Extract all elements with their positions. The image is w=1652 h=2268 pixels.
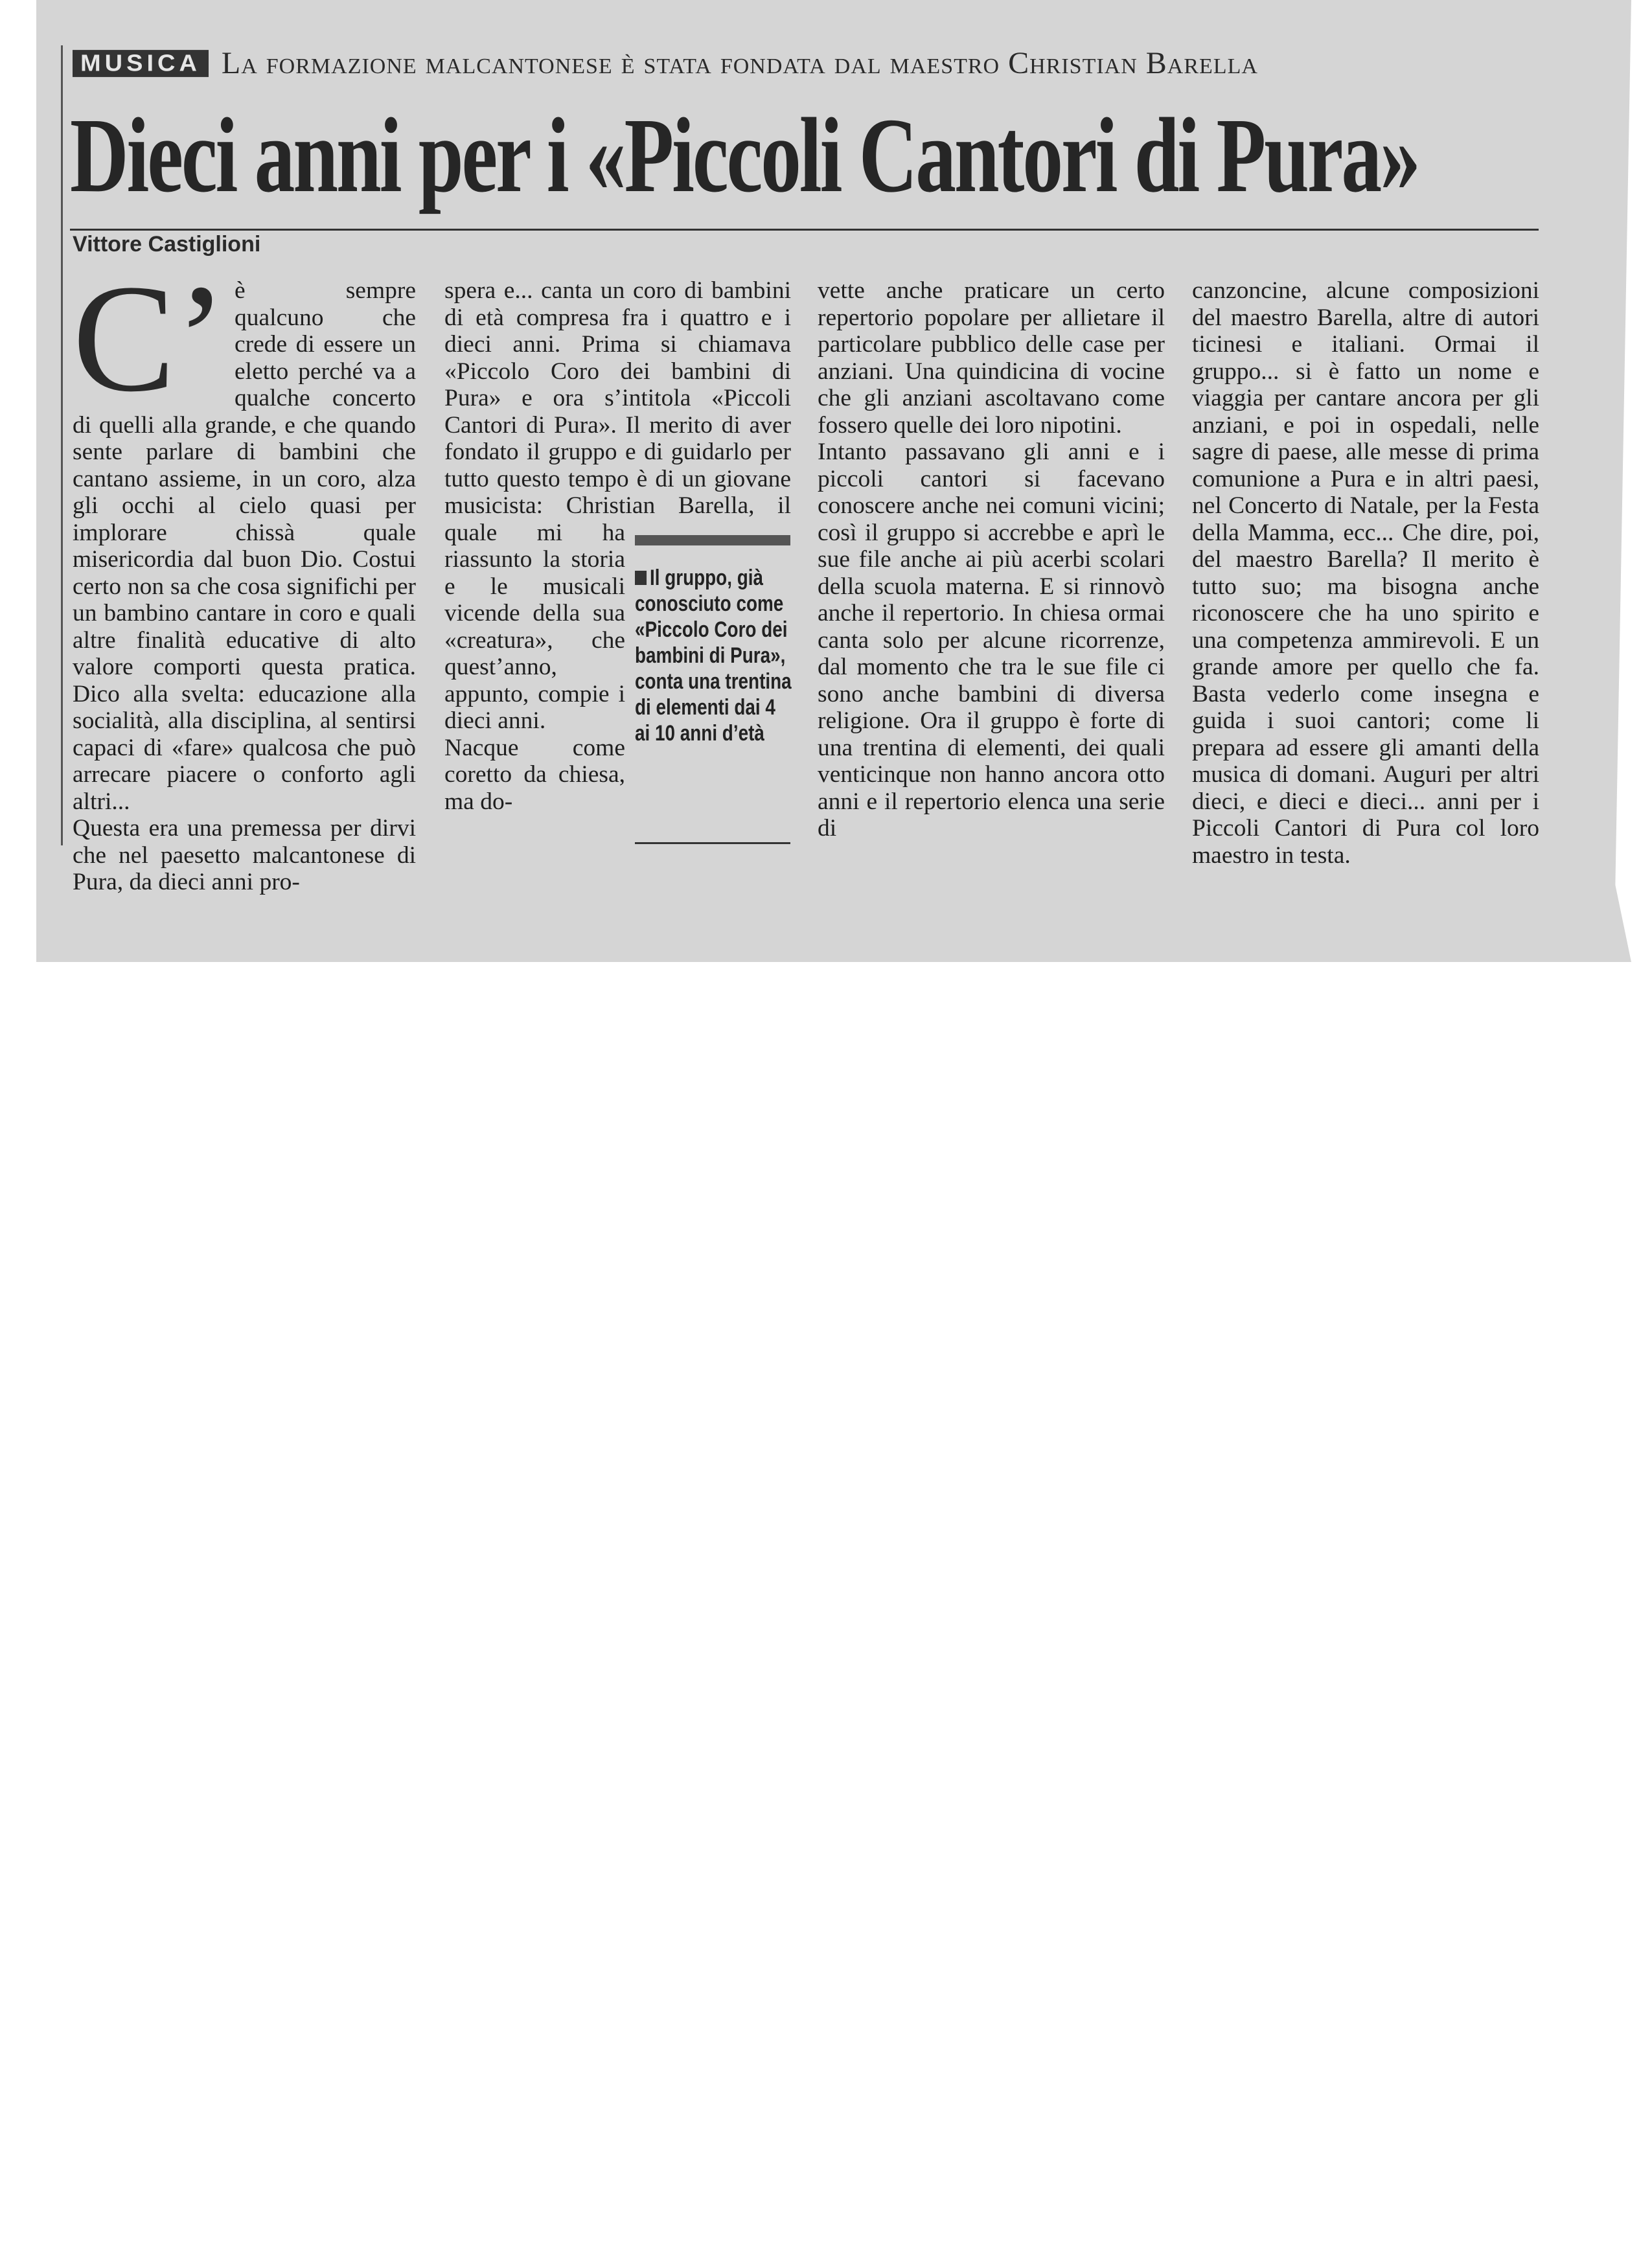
paragraph-text: spera e... canta un coro di bambini di età compresa fra i quattro e i dieci anni. Prima si chiamava «Piccolo Coro dei bambini di Pura» e ora s’intitola «Piccoli Cantori di Pura». Il merito di aver fondato il gruppo e di guidarlo per tutto questo tempo è di un giovane musicista: Christian Barella, il quale mi ha riassunto la storia e le musicali vicende della sua «creatura», che quest’anno, appunto, compie i dieci anni. <box>444 277 791 734</box>
paragraph-text: è sempre qualcuno che crede di essere un eletto perché va a qualche concerto di quelli alla grande, e che quando sente parlare di bambini che cantano assieme, in un coro, alza gli occhi al cielo quasi per implorare chissà quale misericordia dal buon Dio. Costui certo non sa che cosa significhi per un bambino cantare in coro e quali altre finalità educative di alto valore comporti questa pratica. Dico alla svelta: educazione alla socialità, alla disciplina, al sentirsi capaci di «fare» qualcosa che può arrecare piacere o conforto agli altri... <box>73 277 416 815</box>
kicker-row <box>73 45 1563 84</box>
section-rubric: MUSICA <box>73 50 209 77</box>
paragraph: canzoncine, alcune composizioni del maestro Barella, altre di autori ticinesi e italiani. Ormai il gruppo... si è fatto un nome e viaggia per cantare ancora per gli anziani, e poi in ospedali, nelle sagre di paese, alle messe di prima comunione a Pura e in altri paesi, nel Concerto di Natale, per la Festa della Mamma, ecc... Che dire, poi, del maestro Barella? Il merito è tutto suo; ma bisogna anche riconoscere che ha uno spirito e una competenza ammirevoli. E un grande amore per quello che fa. Basta vederlo come insegna e guida i suoi cantori; come li prepara ad essere gli amanti della musica di domani. Auguri per altri dieci, e dieci e dieci... anni per i Piccoli Cantori di Pura col loro maestro in testa. <box>1192 277 1539 869</box>
headline-rule <box>70 229 1539 231</box>
pull-quote-text <box>635 565 794 746</box>
left-column-rule <box>61 45 63 845</box>
article-headline: Dieci anni per i «Piccoli Cantori di Pura» <box>70 96 1419 214</box>
text-column-3 <box>818 277 1165 842</box>
paragraph: Questa era una premessa per dirvi che nel paesetto malcantonese di Pura, da dieci anni pro- <box>73 815 416 895</box>
byline: Vittore Castiglioni <box>73 232 261 257</box>
article-subtitle: La formazione malcantonese è stata fondata dal maestro Christian Barella <box>221 46 1258 80</box>
text-column-4 <box>1192 277 1539 869</box>
paragraph: vette anche praticare un certo repertorio popolare per allietare il particolare pubblico delle case per anziani. Una quindicina di vocine che gli anziani ascoltavano come fossero quelle dei loro nipotini. <box>818 277 1165 439</box>
paragraph: Intanto passavano gli anni e i piccoli cantori si facevano conoscere anche nei comuni vicini; così il gruppo si accrebbe e aprì le sue file anche ai più acerbi scolari della scuola materna. E si rinnovò anche il repertorio. In chiesa ormai canta solo per alcune ricorrenze, dal momento che tra le sue file ci sono anche bambini di diversa religione. Ora il gruppo è forte di una trentina di elementi, dei quali venticinque non hanno ancora otto anni e il repertorio elenca una serie di <box>818 439 1165 842</box>
pull-quote-rule <box>635 842 790 844</box>
drop-cap: C’ <box>73 253 227 424</box>
pull-quote <box>635 535 790 746</box>
paragraph: Nacque come coretto da chiesa, ma do- <box>444 734 625 815</box>
pull-quote-bar <box>635 535 790 545</box>
paragraph <box>73 253 416 815</box>
pull-quote-body: Il gruppo, già conosciuto come «Piccolo Coro dei bambini di Pura», conta una trentina di elementi dai 4 ai 10 anni d’età <box>635 566 792 746</box>
article <box>0 0 1652 962</box>
square-bullet-icon <box>635 571 647 585</box>
text-column-1 <box>73 253 416 896</box>
